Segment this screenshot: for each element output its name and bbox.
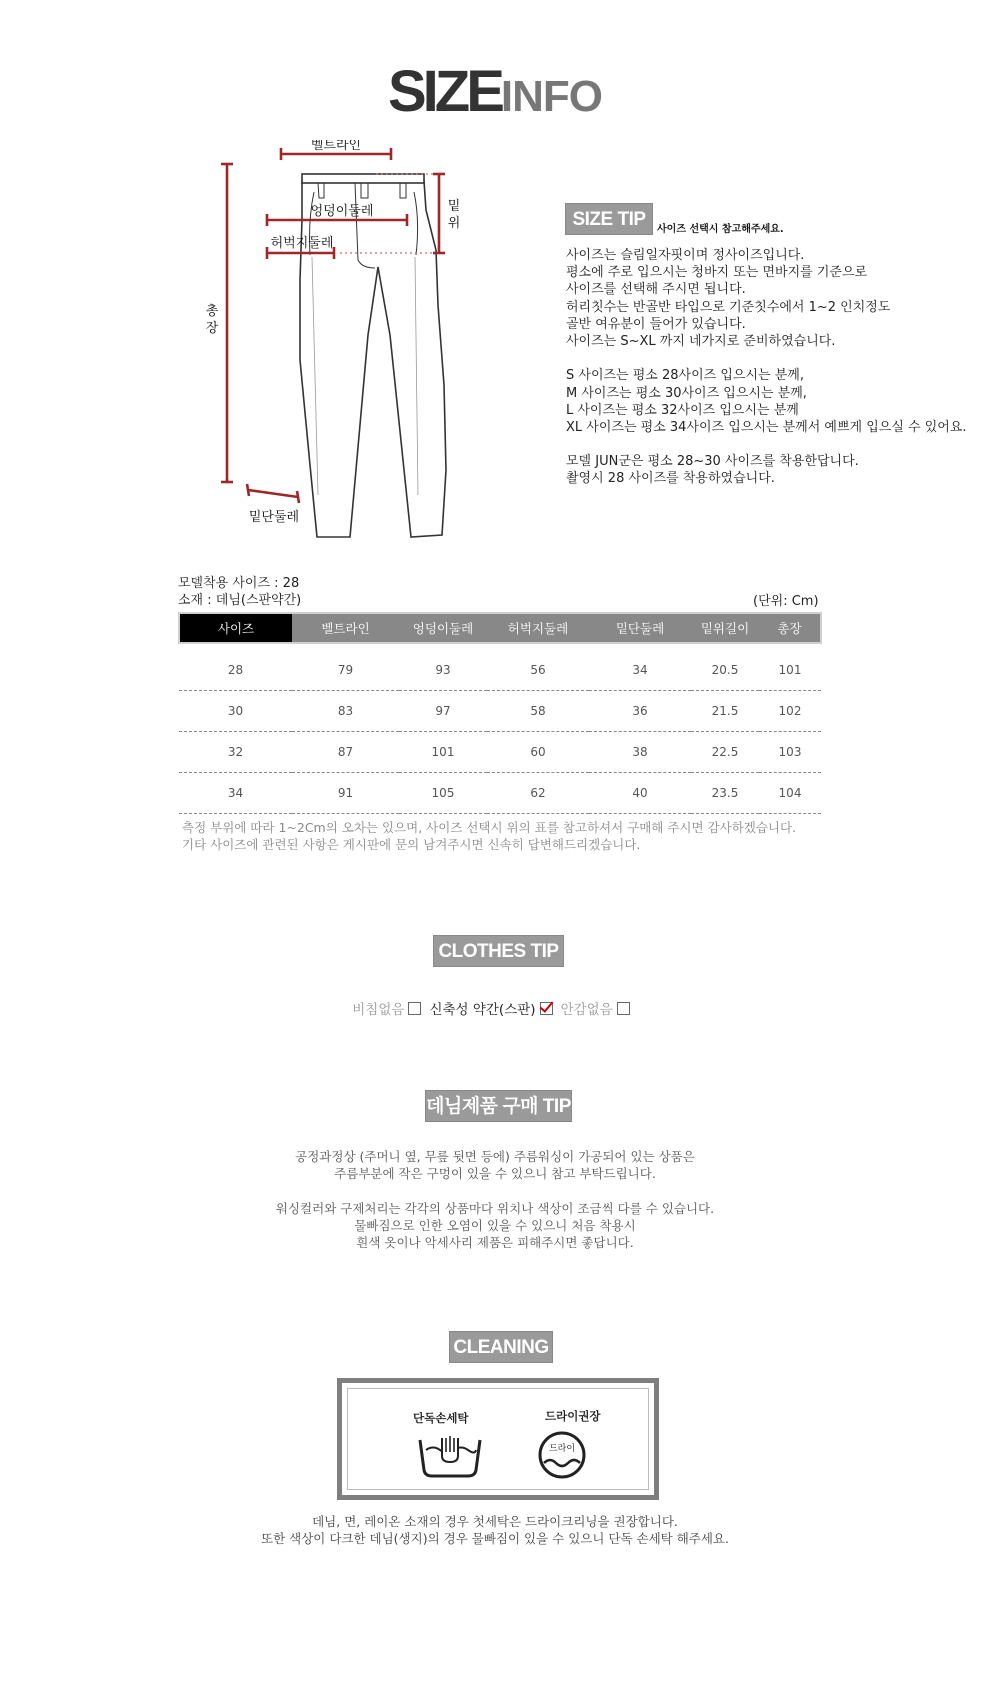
label-belt-line: 벨트라인 — [310, 140, 362, 153]
size-tip-line: S 사이즈는 평소 28사이즈 입으시는 분께, — [566, 368, 804, 384]
checkbox-icon — [408, 1002, 421, 1015]
hand-wash-label: 단독손세탁 — [413, 1411, 469, 1425]
table-cell: 40 — [589, 773, 691, 814]
cleaning-label: CLEANING — [449, 1331, 553, 1363]
table-header-cell: 벨트라인 — [292, 613, 399, 643]
fabric-option-label: 비침없음 — [352, 1002, 405, 1018]
size-tip-subtitle: 사이즈 선택시 참고해주세요. — [657, 224, 784, 235]
table-cell: 103 — [759, 732, 821, 773]
table-cell: 28 — [179, 643, 292, 691]
label-thigh: 허벅지둘레 — [270, 236, 334, 251]
size-tip-line — [566, 436, 986, 453]
hand-wash-icon — [418, 1432, 482, 1478]
size-tip-line: 사이즈는 S~XL 까지 네가지로 준비하였습니다. — [566, 333, 836, 349]
table-row — [179, 773, 821, 814]
size-tip-line: 촬영시 28 사이즈를 착용하였습니다. — [566, 471, 775, 487]
size-tip-line: XL 사이즈는 평소 34사이즈 입으시는 분께서 예쁘게 입으실 수 있어요. — [566, 419, 967, 435]
table-cell: 21.5 — [691, 691, 759, 732]
table-header-row — [179, 613, 821, 643]
label-hip: 엉덩이둘레 — [310, 204, 374, 219]
size-tip-line: 허리칫수는 반골반 타입으로 기준칫수에서 1~2 인치정도 — [566, 299, 891, 315]
material: 소재 : 데님(스판약간) — [178, 593, 302, 608]
table-cell: 20.5 — [691, 643, 759, 691]
title-main: SIZE — [387, 59, 501, 124]
table-header-cell: 밑위길이 — [691, 613, 759, 643]
size-tip-line: 골반 여유분이 들어가 있습니다. — [566, 316, 746, 332]
size-tip-line: 모델 JUN군은 평소 28~30 사이즈를 착용한답니다. — [566, 454, 859, 470]
label-total-1: 총 — [205, 304, 219, 319]
dry-clean-label: 드라이권장 — [545, 1409, 601, 1423]
checked-checkbox-icon — [540, 1002, 553, 1015]
table-note — [182, 819, 796, 853]
table-row — [179, 643, 821, 691]
size-tip-text — [566, 247, 986, 488]
denim-tip-line: 공정과정상 (주머니 옆, 무릎 뒷면 등에) 주름워싱이 가공되어 있는 상품은 — [295, 1149, 695, 1164]
cleaning-line: 데님, 면, 레이온 소재의 경우 첫세탁은 드라이크리닝을 권장합니다. — [312, 1514, 678, 1529]
size-tip-line: 사이즈는 슬림일자핏이며 정사이즈입니다. — [566, 248, 805, 263]
table-cell: 30 — [179, 691, 292, 732]
label-total-2: 장 — [205, 321, 219, 336]
denim-tip-line: 흰색 옷이나 악세사리 제품은 피해주시면 좋답니다. — [356, 1235, 634, 1251]
table-cell: 87 — [292, 732, 399, 773]
table-cell: 36 — [589, 691, 691, 732]
table-cell: 83 — [292, 691, 399, 732]
table-cell: 62 — [487, 773, 589, 814]
cleaning-line: 또한 색상이 다크한 데님(생지)의 경우 물빠짐이 있을 수 있으니 단독 손세탁 해주세요. — [261, 1531, 729, 1546]
table-cell: 105 — [399, 773, 487, 814]
pants-illustration — [200, 140, 500, 570]
table-cell: 34 — [589, 643, 691, 691]
table-cell: 101 — [759, 643, 821, 691]
size-table — [178, 612, 822, 814]
table-cell: 23.5 — [691, 773, 759, 814]
model-size: 모델착용 사이즈 : 28 — [178, 576, 300, 591]
table-cell: 104 — [759, 773, 821, 814]
fabric-option-label: 안감없음 — [560, 1002, 613, 1018]
table-cell: 38 — [589, 732, 691, 773]
model-info — [178, 575, 301, 609]
dry-symbol-text: 드라이 — [548, 1444, 576, 1454]
table-cell: 56 — [487, 643, 589, 691]
size-tip-line: 평소에 주로 입으시는 청바지 또는 면바지를 기준으로 — [566, 265, 868, 281]
size-tip-line — [566, 350, 986, 367]
table-header-cell: 허벅지둘레 — [487, 613, 589, 643]
label-rise-2: 위 — [447, 216, 461, 231]
table-cell: 93 — [399, 643, 487, 691]
table-row — [179, 691, 821, 732]
table-note-line: 기타 사이즈에 관련된 사항은 게시판에 문의 남겨주시면 신속히 답변해드리겠습니다. — [182, 837, 641, 852]
table-note-line: 측정 부위에 따라 1~2Cm의 오차는 있으며, 사이즈 선택시 위의 표를 참고하셔서 구매해 주시면 감사하겠습니다. — [182, 820, 797, 835]
fabric-properties — [0, 998, 990, 1018]
dry-clean-icon — [537, 1430, 587, 1480]
cleaning-text — [0, 1513, 990, 1547]
table-cell: 97 — [399, 691, 487, 732]
table-cell: 101 — [399, 732, 487, 773]
table-cell: 32 — [179, 732, 292, 773]
denim-tip-label: 데님제품 구매 TIP — [425, 1090, 572, 1122]
denim-tip-line — [0, 1183, 990, 1200]
table-cell: 102 — [759, 691, 821, 732]
table-header-cell: 밑단둘레 — [589, 613, 691, 643]
denim-tip-line: 주름부분에 작은 구멍이 있을 수 있으니 참고 부탁드립니다. — [334, 1166, 656, 1182]
size-tip-line: L 사이즈는 평소 32사이즈 입으시는 분께 — [566, 402, 799, 418]
table-header-cell: 엉덩이둘레 — [399, 613, 487, 643]
label-hem: 밑단둘레 — [248, 510, 300, 525]
label-rise-1: 밑 — [447, 199, 461, 214]
pants-diagram — [200, 140, 500, 570]
table-cell: 58 — [487, 691, 589, 732]
fabric-option-label: 신축성 약간(스판) — [429, 1002, 536, 1018]
title-sub: INFO — [500, 72, 603, 121]
denim-tip-line: 워싱컬러와 구제처리는 각각의 상품마다 위치나 색상이 조금씩 다를 수 있습니다. — [275, 1200, 715, 1216]
table-cell: 91 — [292, 773, 399, 814]
unit-label: (단위: Cm) — [753, 594, 819, 609]
denim-tip-text — [0, 1148, 990, 1252]
denim-tip-line: 물빠짐으로 인한 오염이 있을 수 있으니 처음 착용시 — [354, 1218, 636, 1234]
size-tip-line: 사이즈를 선택해 주시면 됩니다. — [566, 282, 746, 298]
pants-outline — [300, 174, 446, 537]
clothes-tip-label: CLOTHES TIP — [433, 935, 564, 967]
table-cell: 60 — [487, 732, 589, 773]
checkbox-icon — [617, 1002, 630, 1015]
table-header-cell: 사이즈 — [179, 613, 292, 643]
size-tip-label: SIZE TIP — [565, 203, 653, 235]
table-cell: 34 — [179, 773, 292, 814]
table-cell: 79 — [292, 643, 399, 691]
care-panel — [337, 1378, 659, 1500]
size-tip-line: M 사이즈는 평소 30사이즈 입으시는 분께, — [566, 385, 807, 401]
table-row — [179, 732, 821, 773]
table-cell: 22.5 — [691, 732, 759, 773]
table-body — [179, 643, 821, 814]
table-header-cell: 총장 — [759, 613, 821, 643]
page-title — [0, 58, 990, 125]
